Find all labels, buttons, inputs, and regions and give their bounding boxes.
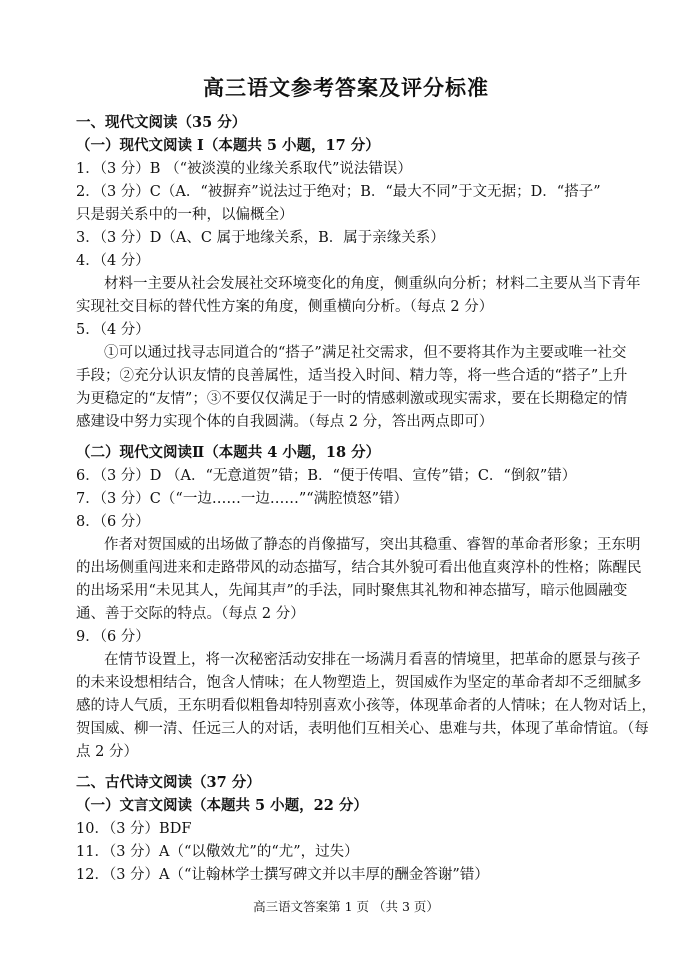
answer-paragraph-line: 的出场采用“未见其人，先闻其声”的手法，同时聚焦其礼物和神态描写，暗示他圆融变	[76, 583, 628, 599]
answer-paragraph-line: 通、善于交际的特点。（每点 2 分）	[76, 606, 305, 622]
answer-line: 9．（6 分）	[76, 629, 150, 645]
answer-paragraph-line: 贺国威、柳一清、任远三人的对话，表明他们互相关心、患难与共，体现了革命情谊。（每	[76, 721, 649, 737]
page-title: 高三语文参考答案及评分标准	[203, 75, 489, 100]
answer-line: 8．（6 分）	[76, 514, 150, 530]
answer-line: 1．（3 分）B （“被淡漠的业缘关系取代”说法错误）	[76, 161, 412, 177]
answer-paragraph-line: 材料一主要从社会发展社交环境变化的角度，侧重纵向分析；材料二主要从当下青年	[104, 276, 641, 292]
section-heading: 二、古代诗文阅读（37 分）	[76, 774, 261, 791]
subsection-heading: （一）文言文阅读（本题共 5 小题，22 分）	[76, 797, 368, 814]
answer-paragraph-line: 的未来设想相结合，饱含人情味；在人物塑造上，贺国威作为坚定的革命者却不乏细腻多	[76, 675, 642, 691]
answer-line: 7．（3 分）C（“一边……一边……”“满腔愤怒”错）	[76, 491, 409, 507]
answer-line: 2．（3 分）C（A．“被摒弃”说法过于绝对；B．“最大不同”于文无据；D．“搭子”	[76, 184, 601, 200]
answer-line: 3．（3 分）D（A、C 属于地缘关系，B．属于亲缘关系）	[76, 230, 445, 246]
answer-paragraph-line: 在情节设置上，将一次秘密活动安排在一场满月看喜的情境里，把革命的愿景与孩子	[104, 652, 641, 668]
section-heading: 一、现代文阅读（35 分）	[76, 114, 247, 131]
answer-line: 6．（3 分）D （A．“无意道贺”错；B．“便于传唱、宣传”错；C．“倒叙”错）	[76, 468, 577, 484]
subsection-heading: （二）现代文阅读Ⅱ（本题共 4 小题，18 分）	[76, 444, 381, 461]
answer-paragraph-line: 手段；②充分认识友情的良善属性，适当投入时间、精力等，将一些合适的“搭子”上升	[76, 368, 628, 384]
answer-paragraph-line: 感的诗人气质，王东明看似粗鲁却特别喜欢小孩等，体现革命者的人情味；在人物对话上，	[76, 698, 656, 714]
subsection-heading: （一）现代文阅读 I（本题共 5 小题，17 分）	[76, 137, 380, 154]
answer-line: 5．（4 分）	[76, 322, 150, 338]
answer-paragraph-line: 感建设中努力实现个体的自我圆满。（每点 2 分，答出两点即可）	[76, 414, 494, 430]
answer-line: 只是弱关系中的一种，以偏概全）	[76, 207, 294, 223]
answer-paragraph-line: ①可以通过找寻志同道合的“搭子”满足社交需求，但不要将其作为主要或唯一社交	[104, 345, 627, 361]
answer-line: 4．（4 分）	[76, 253, 150, 269]
answer-paragraph-line: 为更稳定的“友情”；③不要仅仅满足于一时的情感刺激或现实需求，要在长期稳定的情	[76, 391, 628, 407]
answer-paragraph-line: 作者对贺国威的出场做了静态的肖像描写，突出其稳重、睿智的革命者形象；王东明	[104, 537, 641, 553]
answer-paragraph-line: 实现社交目标的替代性方案的角度，侧重横向分析。（每点 2 分）	[76, 299, 494, 315]
answer-paragraph-line: 点 2 分）	[76, 744, 138, 760]
answer-line: 12．（3 分）A（“让翰林学士撰写碑文并以丰厚的酬金答谢”错）	[76, 867, 489, 883]
answer-paragraph-line: 的出场侧重闯进来和走路带风的动态描写，结合其外貌可看出他直爽淳朴的性格；陈醒民	[76, 560, 642, 576]
answer-line: 10．（3 分）BDF	[76, 821, 192, 837]
answer-line: 11．（3 分）A（“以儆效尤”的“尤”，过失）	[76, 844, 359, 860]
page-footer: 高三语文答案第 1 页 （共 3 页）	[253, 899, 439, 914]
